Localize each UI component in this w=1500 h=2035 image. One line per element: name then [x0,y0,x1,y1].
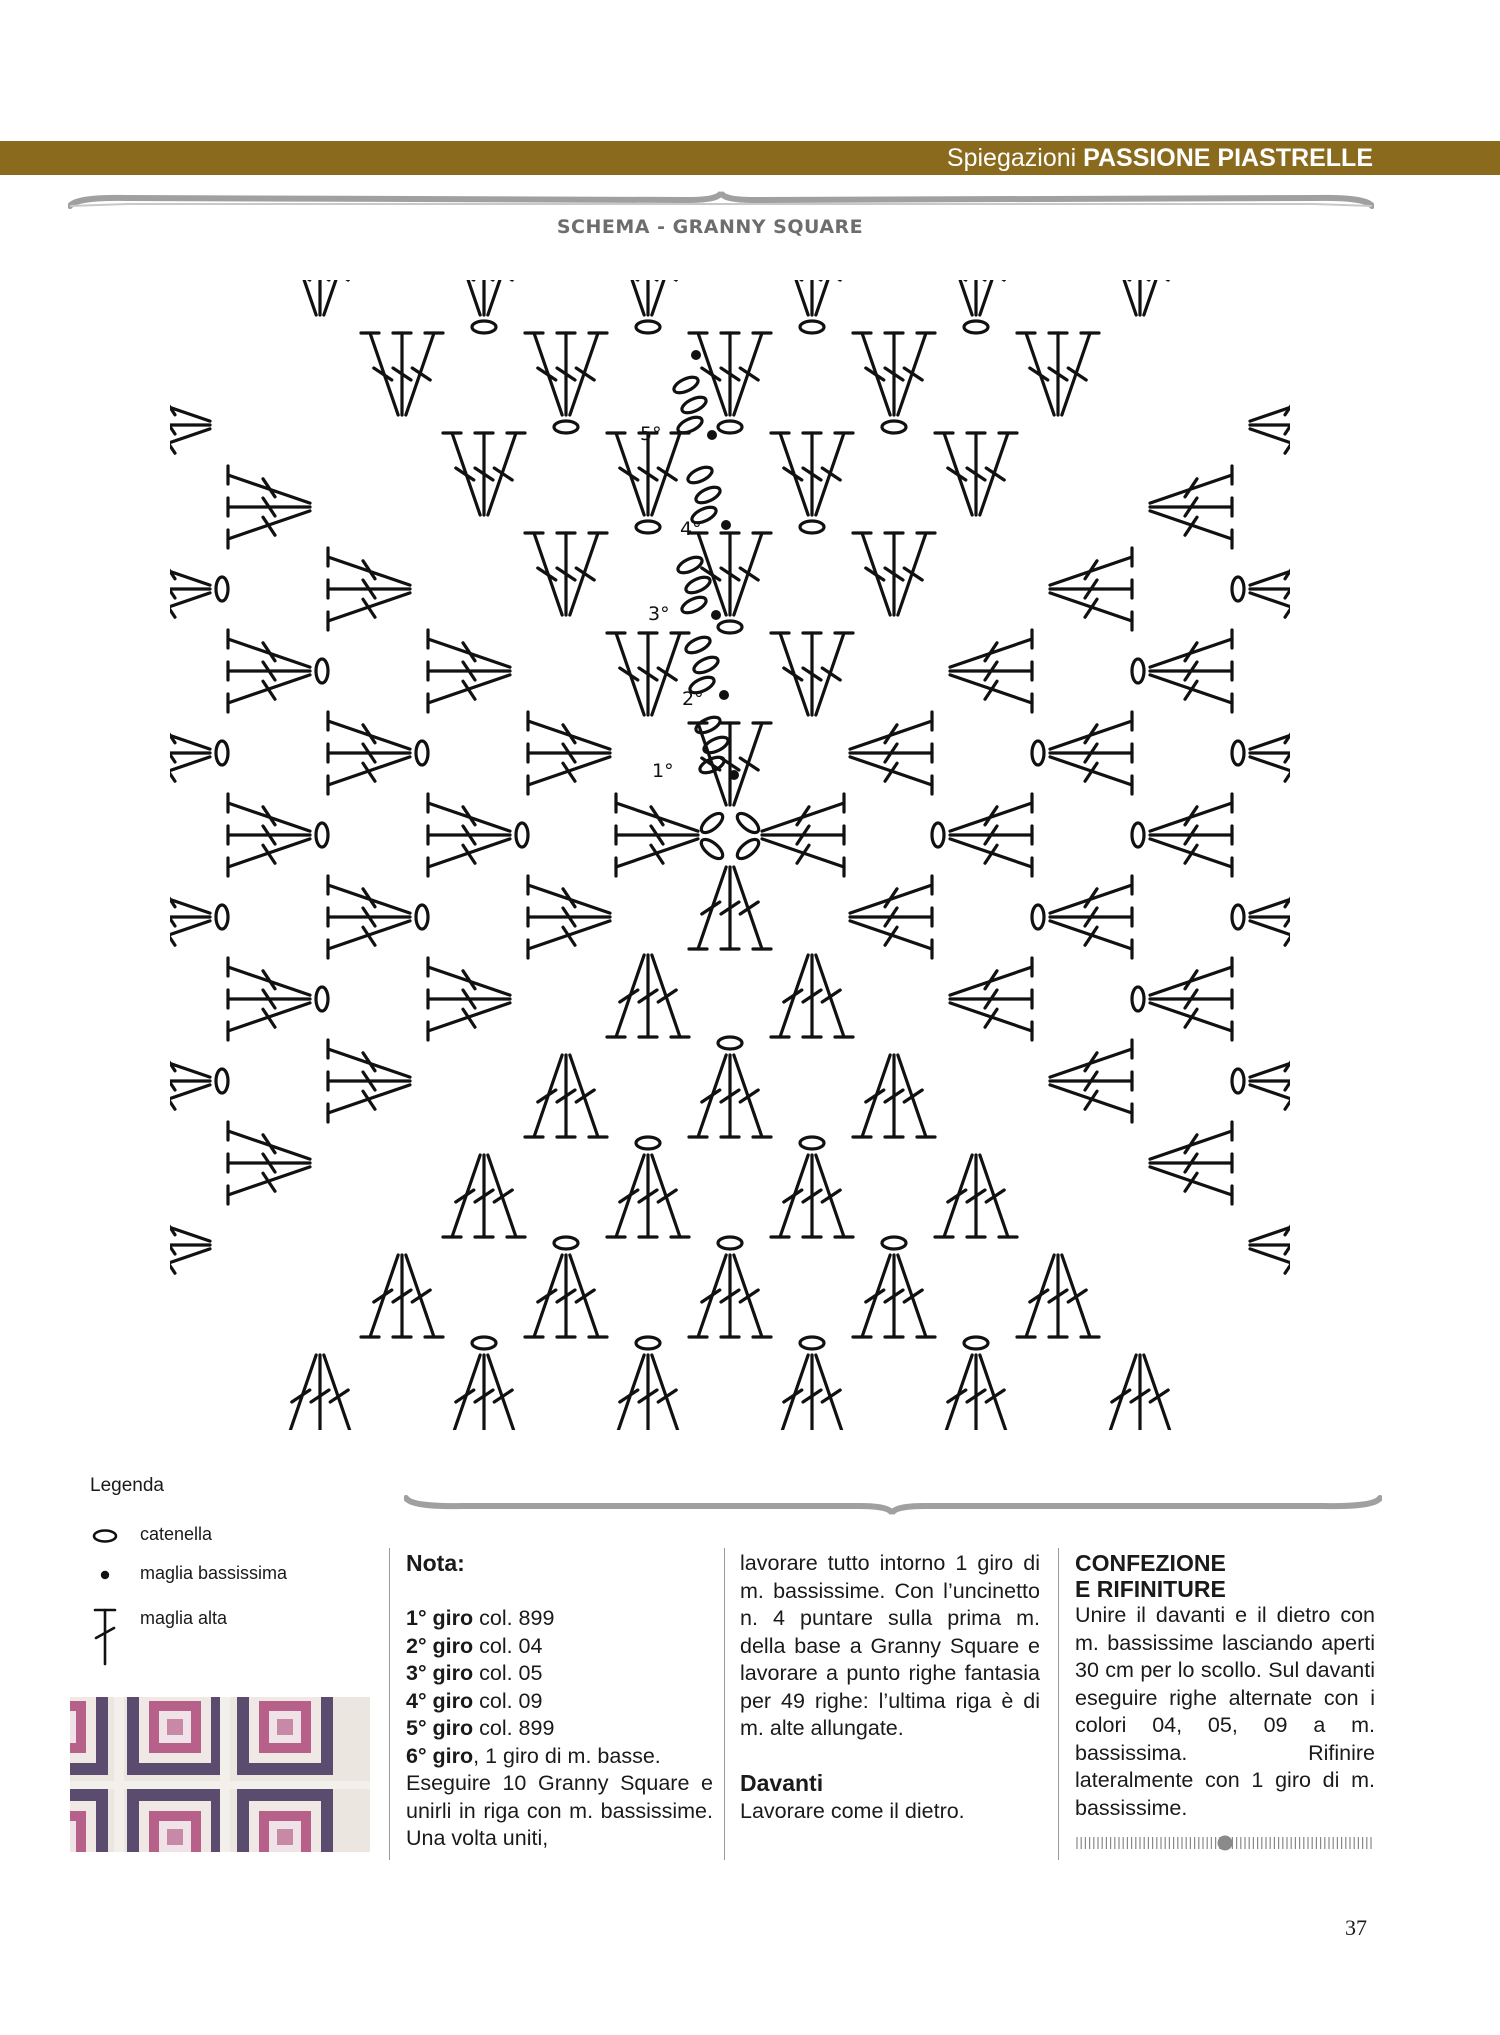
chain-stitch [316,987,328,1011]
chain-stitch [684,574,713,596]
ring3-cluster-top [689,533,771,615]
chain-stitch [216,577,228,601]
ring6-cluster-bottom [443,1355,525,1430]
chain-stitch [932,823,944,847]
slip-stitch-dot [691,350,701,360]
slip-stitch-dot [719,690,729,700]
chain-stitch [1132,823,1144,847]
round-label-4: 4° [680,518,702,540]
ring3-cluster-top [525,533,607,615]
legend-label-double-crochet: maglia alta [140,1608,228,1628]
square-center [277,1719,293,1735]
dot-icon [88,1561,122,1591]
ring5-cluster-left [228,794,310,876]
legend-title: Legenda [90,1475,164,1496]
ring6-cluster-left [170,384,210,466]
chain-stitch [694,484,723,506]
chain-stitch [684,634,713,656]
chain-stitch [800,1337,824,1349]
middle-column [740,1550,1040,1825]
chain-stitch [216,1069,228,1093]
ring5-cluster-right [1150,630,1232,712]
round-label: 3° giro [406,1661,474,1685]
ring6-cluster-top [771,280,853,315]
round-text: col. 899 [473,1606,555,1630]
granny-square-diagram [170,280,1290,1430]
chain-stitch [882,421,906,433]
ring4-cluster-left [328,712,410,794]
round-label: 6° giro [406,1743,474,1768]
chain-stitch [686,464,715,486]
chain-stitch [216,905,228,929]
round-line-5 [406,1715,713,1743]
ring3-cluster-left [428,630,510,712]
chain-stitch [516,823,528,847]
round-line-4 [406,1688,713,1716]
square-center [167,1829,183,1845]
chain-stitch [416,905,428,929]
ring6-cluster-top [443,280,525,315]
granny-square-photo [70,1697,370,1852]
legend-label-chain: catenella [140,1524,213,1544]
ring4-cluster-right [1050,1040,1132,1122]
chain-oval-icon [88,1522,122,1552]
round-label: 2° giro [406,1633,474,1658]
ring3-cluster-right [950,794,1032,876]
ring4-cluster-bottom [771,1155,853,1237]
chain-stitch [692,654,721,676]
round1-cluster-bottom [689,867,771,949]
round-line-6 [406,1743,713,1771]
square-center [167,1719,183,1735]
ring6-cluster-bottom [607,1355,689,1430]
ring5-cluster-top [853,333,935,415]
round-text: col. 05 [473,1661,543,1685]
chain-stitch [1032,741,1044,765]
ring5-cluster-right [1150,958,1232,1040]
chain-stitch [718,1037,742,1049]
chain-stitch [554,421,578,433]
ring3-cluster-right [950,630,1032,712]
ring5-cluster-bottom [689,1255,771,1337]
chain-stitch [1232,741,1244,765]
square-ring [70,1711,76,1743]
legend-label-slip-stitch: maglia bassissima [140,1563,288,1583]
nota-heading: Nota: [406,1550,465,1576]
chain-stitch [882,1237,906,1249]
ring5-cluster-top [525,333,607,415]
ring6-cluster-bottom [935,1355,1017,1430]
slip-stitch-dot [729,770,739,780]
ring6-cluster-right [1250,712,1290,794]
ring2-cluster-bottom [771,955,853,1037]
ring6-cluster-left [170,712,210,794]
ring4-cluster-bottom [607,1155,689,1237]
chain-stitch [680,394,709,416]
ring5-cluster-bottom [853,1255,935,1337]
round-line-2 [406,1633,713,1661]
double-crochet-icon [88,1606,122,1666]
chain-stitch [800,321,824,333]
chain-stitch [636,1337,660,1349]
progress-dot [1218,1836,1233,1851]
confezione-heading-line2: E RIFINITURE [1075,1576,1226,1602]
page-header [947,141,1373,175]
schema-title: SCHEMA - GRANNY SQUARE [556,216,864,238]
chain-stitch [1132,987,1144,1011]
round-text: col. 899 [473,1716,555,1740]
ring3-cluster-bottom [853,1055,935,1137]
ring4-cluster-top [771,433,853,515]
header-prefix: Spiegazioni [946,144,1077,172]
round-line-1 [406,1605,713,1633]
column-divider-2 [724,1548,725,1860]
ring5-cluster-right [1150,1122,1232,1204]
round1-cluster-right [762,794,844,876]
slip-stitch-dot [721,520,731,530]
ring4-cluster-right [1050,548,1132,630]
column-divider-3 [1058,1548,1059,1860]
chain-stitch [472,1337,496,1349]
ring4-cluster-top [935,433,1017,515]
legend-item-chain [88,1522,388,1552]
legend-item-double-crochet [88,1606,388,1666]
middle-paragraph: lavorare tutto intorno 1 giro di m. bassissime. Con l’uncinetto n. 4 puntare sulla prima m. della base a Granny Square e lavorare a punto righe fantasia per 49 righe: l’ultima riga è di m. alte allungate. [740,1551,1040,1740]
ring5-cluster-right [1150,794,1232,876]
chain-stitch [964,321,988,333]
chain-stitch [676,414,705,436]
ring4-cluster-left [328,1040,410,1122]
ring2-cluster-top [771,633,853,715]
nota-column [406,1550,713,1853]
ring6-cluster-right [1250,1204,1290,1286]
ring4-cluster-top [443,433,525,515]
chain-stitch [554,1237,578,1249]
chain-stitch [672,374,701,396]
chain-stitch [1232,1069,1244,1093]
ring5-cluster-left [228,1122,310,1204]
chain-stitch [718,1237,742,1249]
ring6-cluster-top [607,280,689,315]
ring3-cluster-bottom [525,1055,607,1137]
progress-indicator [1075,1833,1375,1853]
ring6-cluster-top [1099,280,1181,315]
chain-stitch [964,1337,988,1349]
chain-stitch [800,1137,824,1149]
nota-paragraph: Eseguire 10 Granny Square e unirli in riga con m. bassissime. Una volta uniti, [406,1771,713,1850]
ring5-cluster-left [228,958,310,1040]
chain-stitch [636,321,660,333]
chain-stitch [216,741,228,765]
ring2-cluster-top [607,633,689,715]
bottom-ornament-rule [404,1488,1382,1518]
ring6-cluster-left [170,1040,210,1122]
slip-stitch-dot [711,610,721,620]
chain-stitch [800,521,824,533]
chain-stitch [636,1137,660,1149]
ring3-cluster-right [950,958,1032,1040]
chain-stitch [718,621,742,633]
ring6-cluster-right [1250,1040,1290,1122]
round-line-3 [406,1660,713,1688]
ring4-cluster-bottom [443,1155,525,1237]
round-label: 4° giro [406,1688,474,1713]
chain-stitch [1232,905,1244,929]
join-seam [220,1697,230,1852]
ring5-cluster-top [1017,333,1099,415]
ring6-cluster-right [1250,384,1290,466]
round-label-3: 3° [648,603,670,625]
ring2-cluster-bottom [607,955,689,1037]
ring5-cluster-bottom [1017,1255,1099,1337]
ring6-cluster-left [170,548,210,630]
confezione-heading-line1: CONFEZIONE [1075,1550,1226,1576]
ring4-cluster-right [1050,876,1132,958]
davanti-text: Lavorare come il dietro. [740,1798,965,1823]
ring2-cluster-right [850,876,932,958]
chain-stitch [316,659,328,683]
round-label-1: 1° [652,760,674,782]
ring4-cluster-right [1050,712,1132,794]
join-seam [70,1781,370,1789]
ring6-cluster-right [1250,876,1290,958]
ring4-cluster-top [607,433,689,515]
chain-stitch [698,810,726,836]
page-number: 37 [1345,1915,1367,1940]
ring5-cluster-left [228,630,310,712]
ring6-cluster-bottom [1099,1355,1181,1430]
chain-stitch [702,734,731,756]
ring3-cluster-left [428,794,510,876]
ring5-cluster-right [1150,466,1232,548]
round-label-5: 5° [640,423,662,445]
chain-stitch [416,741,428,765]
ring5-cluster-left [228,466,310,548]
ring6-cluster-left [170,1204,210,1286]
round-label: 1° giro [406,1606,474,1630]
chain-stitch [680,594,709,616]
chain-stitch [694,714,723,736]
column-divider-1 [389,1548,390,1860]
ring6-cluster-bottom [771,1355,853,1430]
round-text: , 1 giro di m. basse. [473,1743,661,1768]
chain-stitch [676,554,705,576]
chain-stitch [1232,577,1244,601]
ring6-cluster-bottom [279,1355,361,1430]
round-label-2: 2° [682,688,704,710]
davanti-heading: Davanti [740,1770,824,1796]
round-text: col. 04 [473,1633,543,1658]
ring2-cluster-left [528,712,610,794]
chain-stitch [734,810,762,836]
ring5-cluster-top [689,333,771,415]
round1-cluster-left [616,794,698,876]
ring4-cluster-left [328,876,410,958]
chain-stitch [1132,659,1144,683]
slip-stitch-dot [707,430,717,440]
ring6-cluster-top [935,280,1017,315]
chain-stitch [698,836,726,862]
legend-item-slip-stitch [88,1561,388,1591]
ring6-cluster-right [1250,548,1290,630]
header-title: PASSIONE PIASTRELLE [1083,144,1373,172]
ring3-cluster-top [853,533,935,615]
ring3-cluster-bottom [689,1055,771,1137]
ring3-cluster-left [428,958,510,1040]
ring2-cluster-right [850,712,932,794]
chain-stitch [636,521,660,533]
join-seam [114,1697,124,1852]
round-text: col. 09 [473,1688,543,1713]
ring2-cluster-left [528,876,610,958]
square-center [277,1829,293,1845]
ring4-cluster-bottom [935,1155,1017,1237]
confezione-column [1075,1550,1375,1822]
chain-stitch [316,823,328,847]
ring6-cluster-top [279,280,361,315]
ring6-cluster-left [170,876,210,958]
ring5-cluster-bottom [361,1255,443,1337]
chain-stitch [472,321,496,333]
chain-stitch [1032,905,1044,929]
chain-stitch [734,836,762,862]
round-label: 5° giro [406,1716,474,1740]
chain-stitch [718,421,742,433]
ring5-cluster-top [361,333,443,415]
ring4-cluster-left [328,548,410,630]
confezione-paragraph: Unire il davanti e il dietro con m. bassissime lasciando aperti 30 cm per lo scollo. Sul davanti eseguire righe alternate con i colori 04, 05, 09 a m. bassissima. Rifinire lateralmente con 1 giro di m. bassissime. [1075,1603,1375,1820]
square-ring [70,1821,76,1852]
ring5-cluster-bottom [525,1255,607,1337]
